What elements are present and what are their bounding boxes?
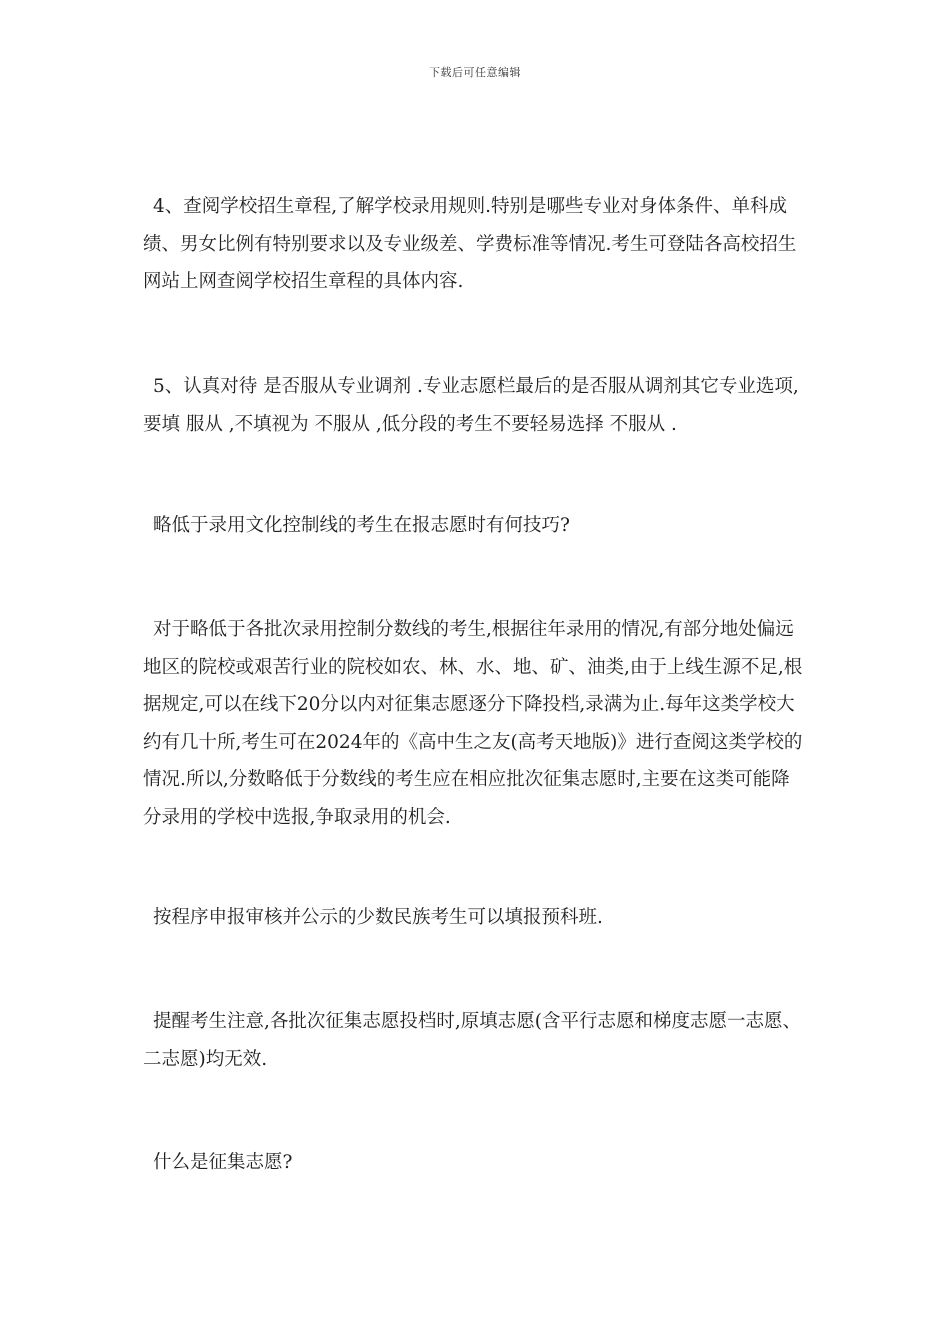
paragraph-4-admission-rules — [143, 188, 808, 301]
paragraph-minority-preparatory — [143, 899, 808, 937]
header-note: 下载后可任意编辑 — [429, 66, 521, 79]
paragraph-text: 4、查阅学校招生章程,了解学校录用规则.特别是哪些专业对身体条件、单科成绩、男女比例有特别要求以及专业级差、学费标准等情况.考生可登陆各高校招生网站上网查阅学校招生章程的具体内容. — [143, 196, 797, 292]
paragraph-text: 提醒考生注意,各批次征集志愿投档时,原填志愿(含平行志愿和梯度志愿一志愿、二志愿)均无效. — [143, 1011, 801, 1070]
question-low-score-tips — [143, 507, 808, 545]
paragraph-low-score-answer — [143, 611, 808, 836]
paragraph-reminder — [143, 1003, 808, 1078]
paragraph-text: 对于略低于各批次录用控制分数线的考生,根据往年录用的情况,有部分地处偏远地区的院校或艰苦行业的院校如农、林、水、地、矿、油类,由于上线生源不足,根据规定,可以在线下20分以内对征集志愿逐分下降投档,录满为止.每年这类学校大约有几十所,考生可在2024年的《高中生之友(高考天地版)》进行查阅这类学校的情况.所以,分数略低于分数线的考生应在相应批次征集志愿时,主要在这类可能降分录用的学校中选报,争取录用的机会. — [143, 619, 803, 828]
paragraph-text: 5、认真对待 是否服从专业调剂 .专业志愿栏最后的是否服从调剂其它专业选项,要填 服从 ,不填视为 不服从 ,低分段的考生不要轻易选择 不服从 . — [143, 376, 799, 435]
paragraph-text: 略低于录用文化控制线的考生在报志愿时有何技巧? — [153, 515, 570, 536]
question-what-is-solicited-application — [143, 1144, 808, 1182]
paragraph-5-major-adjustment — [143, 368, 808, 443]
paragraph-text: 什么是征集志愿? — [153, 1152, 293, 1173]
paragraph-text: 按程序申报审核并公示的少数民族考生可以填报预科班. — [153, 907, 603, 928]
